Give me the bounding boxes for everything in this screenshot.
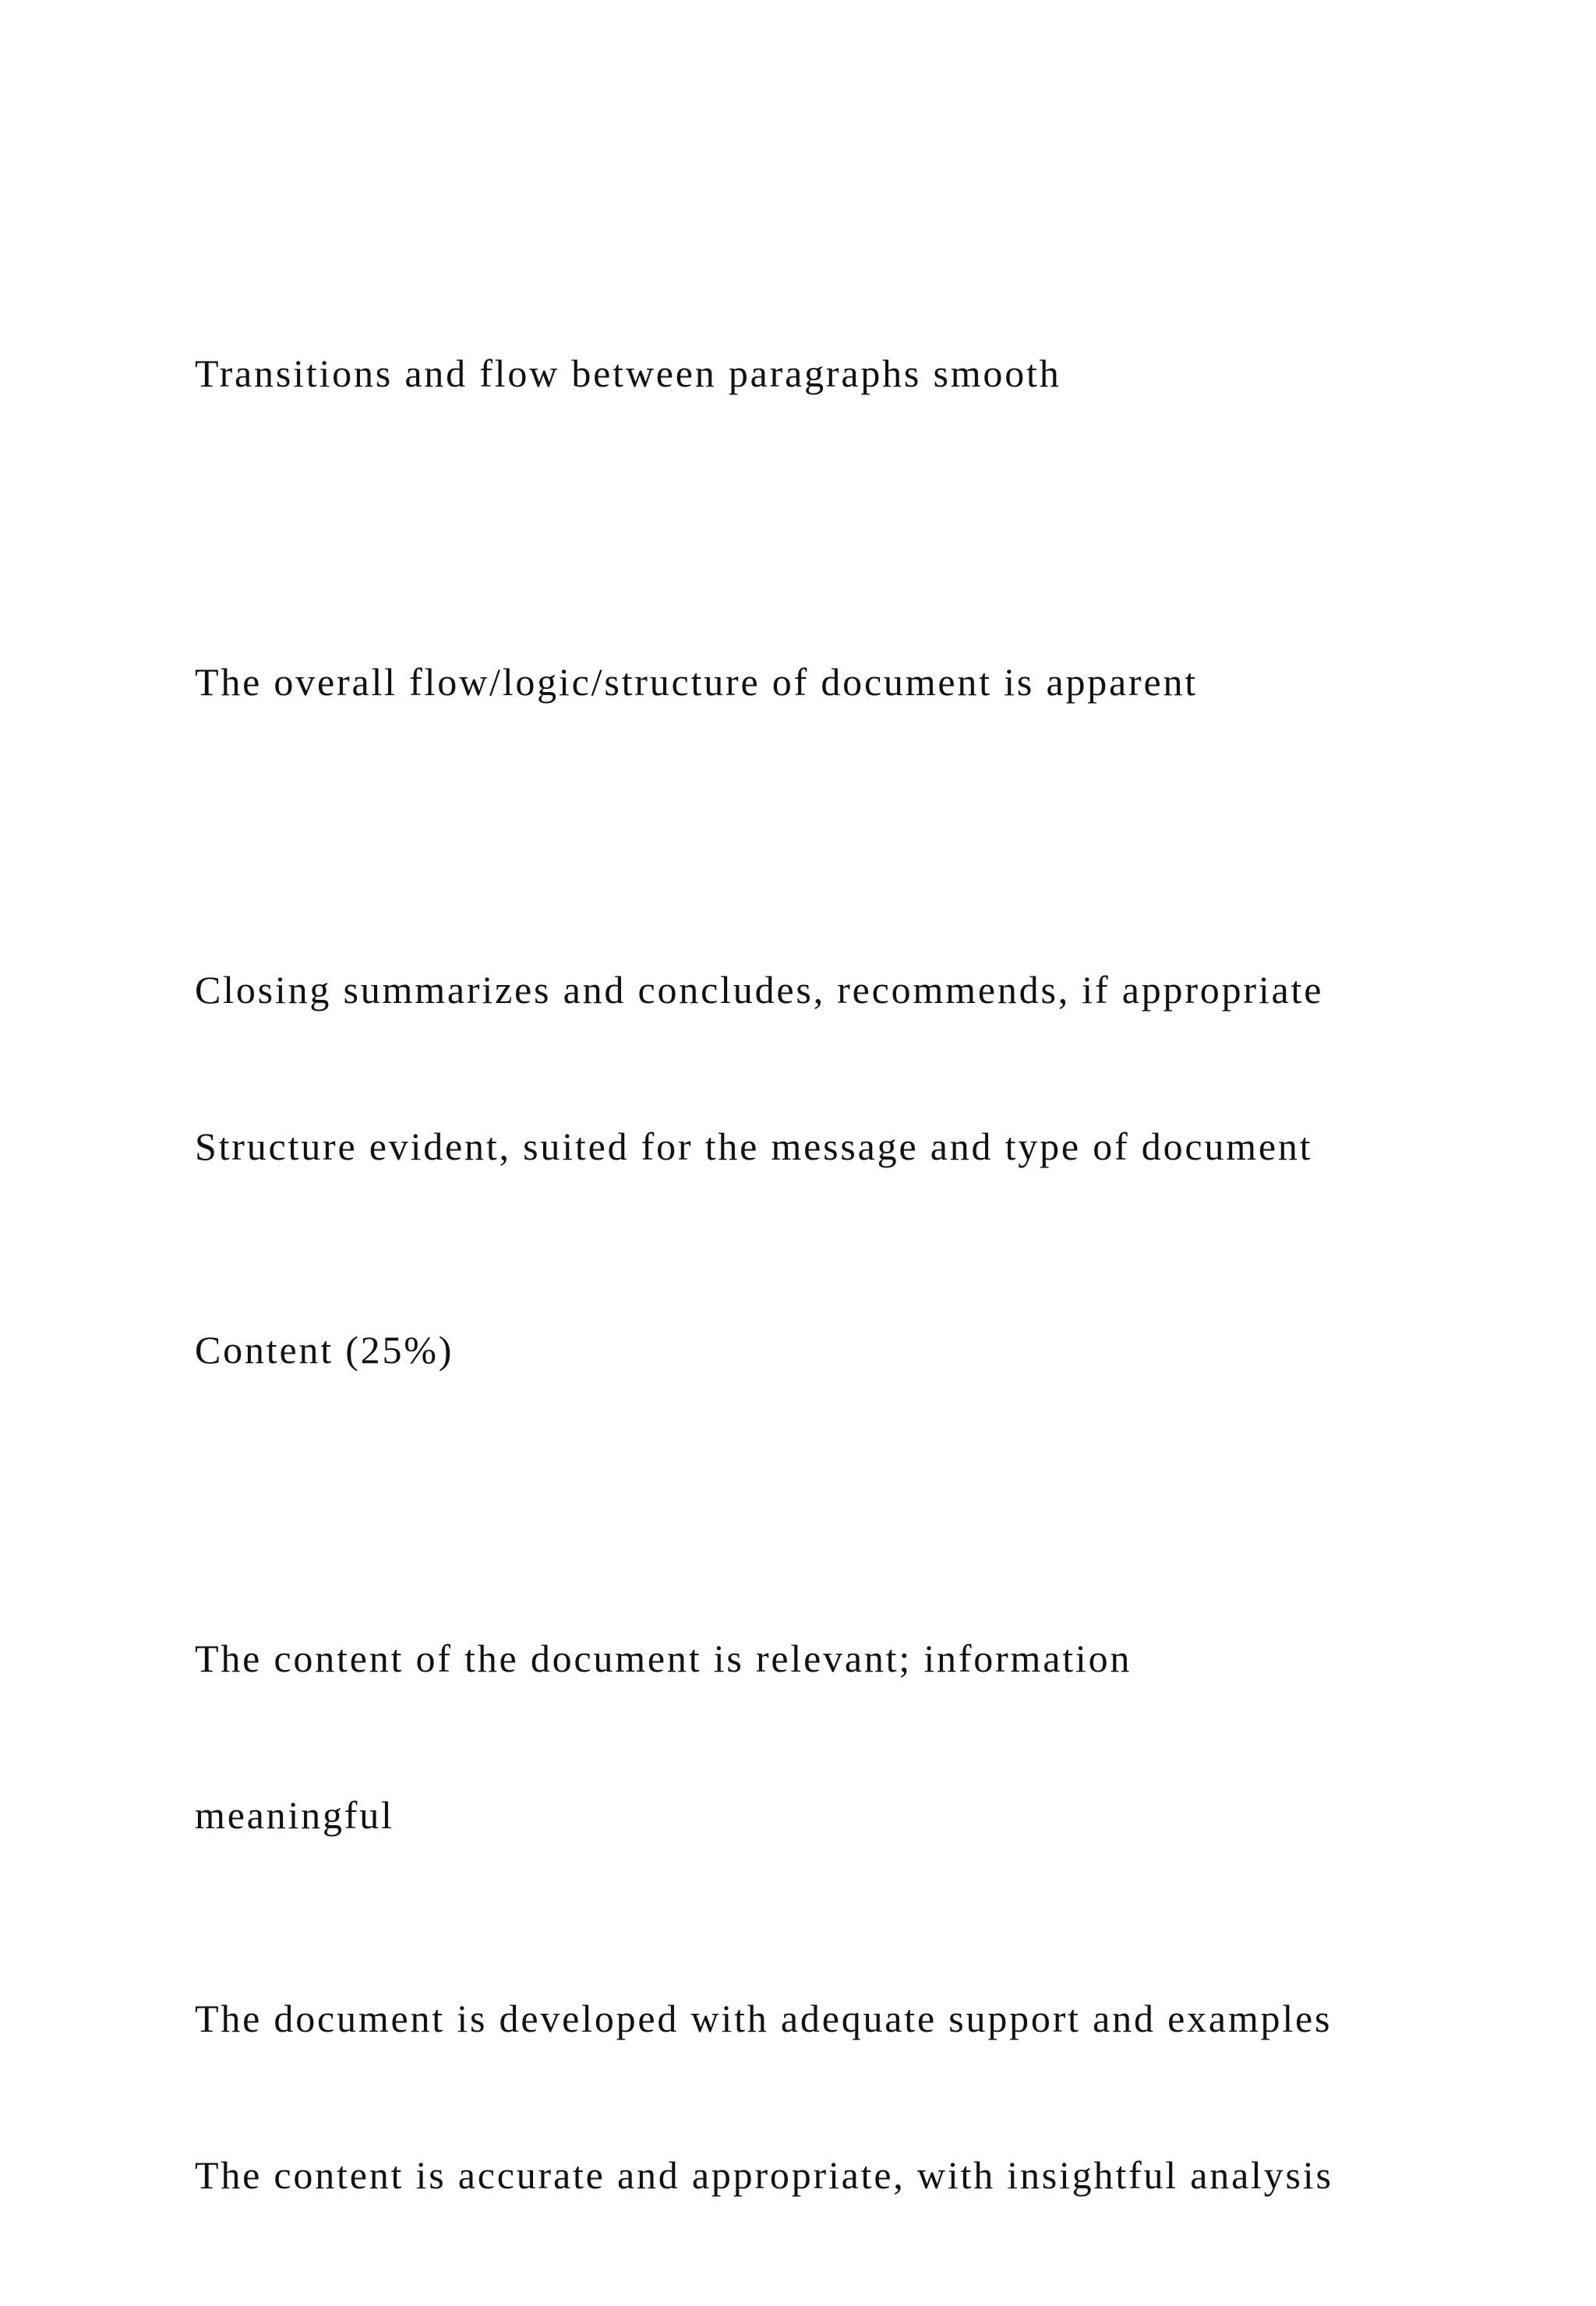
paragraph-closing-structure	[195, 860, 1323, 1277]
paragraph-line: Content (25%)	[195, 1328, 454, 1372]
section-heading-content	[195, 1220, 454, 1481]
paragraph-transitions	[195, 243, 1061, 504]
paragraph-line: Closing summarizes and concludes, recommends, if appropriate	[195, 968, 1324, 1012]
paragraph-line: The content is accurate and appropriate, with insightful analysis	[195, 2153, 1333, 2197]
paragraph-content-relevant	[195, 1528, 1132, 1946]
paragraph-line: The content of the document is relevant; information	[195, 1637, 1132, 1680]
paragraph-line: Transitions and flow between paragraphs smooth	[195, 351, 1061, 395]
paragraph-overall-flow	[195, 552, 1198, 813]
paragraph-support-accuracy	[195, 1888, 1333, 2306]
paragraph-line: Structure evident, suited for the message and type of document	[195, 1125, 1313, 1168]
paragraph-line: meaningful	[195, 1793, 394, 1837]
paragraph-line: The overall flow/logic/structure of document is apparent	[195, 660, 1198, 704]
paragraph-line: The document is developed with adequate support and examples	[195, 1997, 1333, 2040]
